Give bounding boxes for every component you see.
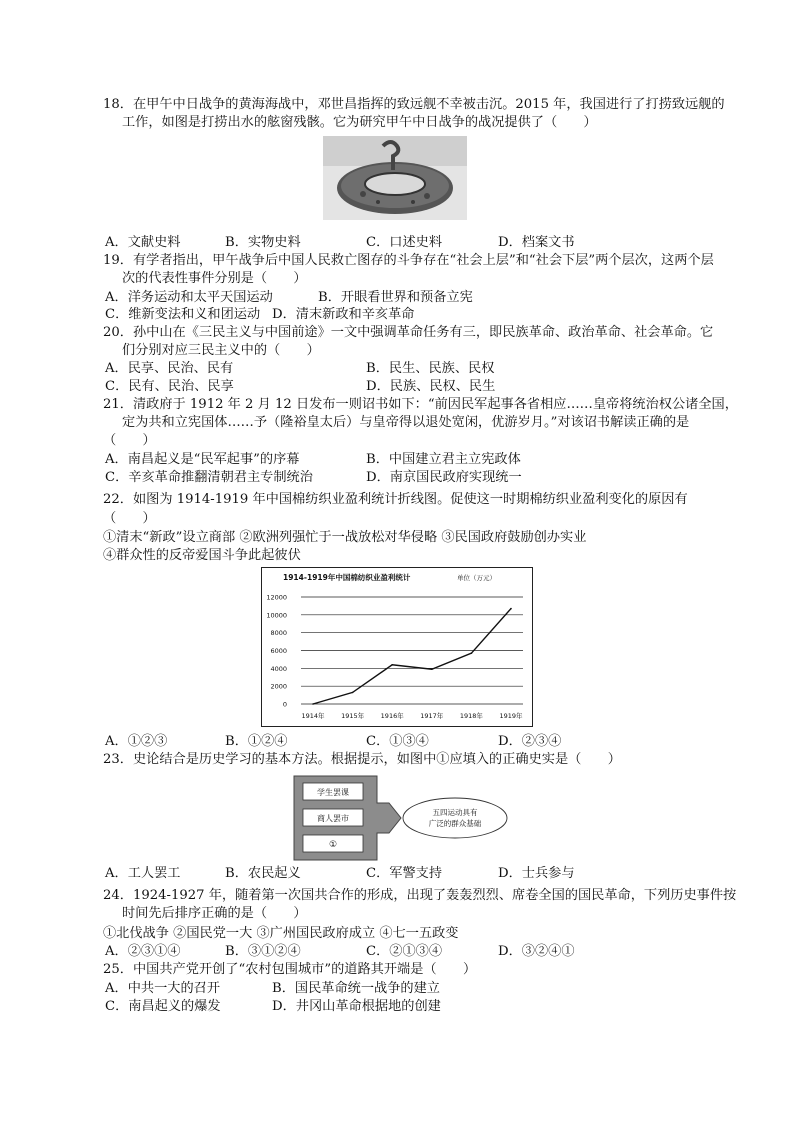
q25-option-d: D．井冈山革命根据地的创建 xyxy=(272,999,441,1014)
chart-title: 1914-1919年中国棉纺织业盈利统计 xyxy=(283,573,411,582)
chart-data-point xyxy=(391,664,393,666)
q19-stem-line2: 次的代表性事件分别是（ ） xyxy=(122,271,307,286)
q24-stem-line1: 24．1924-1927 年，随着第一次国共合作的形成，出现了轰轰烈烈、席卷全国的国民革命，下列历史事件按 xyxy=(103,888,737,903)
chart-x-tick-label: 1915年 xyxy=(341,712,365,720)
q25-stem-line1: 25．中国共产党开创了“农村包围城市”的道路其开端是（ ） xyxy=(103,962,477,977)
q25-option-a: A．中共一大的召开 xyxy=(105,981,221,996)
diagram-box-1-label: 学生罢课 xyxy=(317,788,349,797)
q18-option-b: B．实物史料 xyxy=(225,235,301,250)
q24-option-b: B．③①②④ xyxy=(225,944,301,959)
q25-option-b: B．国民革命统一战争的建立 xyxy=(272,981,440,996)
q21-stem-line1: 21．清政府于 1912 年 2 月 12 日发布一则诏书如下：“前因民军起事各省相应……皇帝将统治权公诸全国， xyxy=(103,397,738,412)
q18-stem-line1: 18．在甲午中日战争的黄海海战中，邓世昌指挥的致远舰不幸被击沉。2015 年，我国进行了打捞致远舰的 xyxy=(103,97,725,112)
chart-data-point xyxy=(312,703,314,705)
q23-stem-line1: 23．史论结合是历史学习的基本方法。根据提示，如图中①应填入的正确史实是（ ） xyxy=(103,752,621,767)
q21-stem-line2: 定为共和立宪国体……予（隆裕皇太后）与皇帝得以退处宽闲，优游岁月。”对该诏书解读正确的是 xyxy=(122,415,690,430)
chart-data-point xyxy=(352,692,354,694)
q20-stem-line2: 们分别对应三民主义中的（ ） xyxy=(122,343,320,358)
q19-option-b: B．开眼看世界和预备立宪 xyxy=(318,290,473,305)
q24-option-a: A．②③①④ xyxy=(105,944,181,959)
chart-x-tick-label: 1916年 xyxy=(380,712,404,720)
q18-option-d: D．档案文书 xyxy=(498,235,575,250)
diagram-result-ellipse xyxy=(403,798,507,838)
q23-option-b: B．农民起义 xyxy=(225,866,301,881)
q22-option-d: D．②③④ xyxy=(498,734,562,749)
q22-option-c: C．①③④ xyxy=(366,734,429,749)
chart-y-tick-label: 12000 xyxy=(266,593,287,602)
q24-option-c: C．②①③④ xyxy=(366,944,443,959)
q21-stem-line3: （ ） xyxy=(103,433,156,448)
chart-y-tick-label: 0 xyxy=(282,700,287,709)
q20-option-a: A．民享、民治、民有 xyxy=(105,361,234,376)
diagram-box-3-label: ① xyxy=(328,840,338,850)
q24-stem-line2: 时间先后排序正确的是（ ） xyxy=(122,906,307,921)
chart-data-point xyxy=(431,668,433,670)
q22-stem-line2: （ ） xyxy=(103,511,156,526)
q20-option-d: D．民族、民权、民生 xyxy=(366,379,496,394)
q18-option-a: A．文献史料 xyxy=(105,235,181,250)
q19-stem-line1: 19．有学者指出，甲午战争后中国人民救亡图存的斗争存在“社会上层”和“社会下层”两个层次，这两个层 xyxy=(103,253,714,268)
q22-stem-line1: 22．如图为 1914-1919 年中国棉纺织业盈利统计折线图。促使这一时期棉纺织业盈利变化的原因有 xyxy=(103,492,688,507)
diagram-result-line2: 广泛的群众基础 xyxy=(428,819,482,828)
q25-option-c: C．南昌起义的爆发 xyxy=(105,999,221,1014)
q21-option-d: D．南京国民政府实现统一 xyxy=(366,470,522,485)
q19-option-c: C．维新变法和义和团运动 xyxy=(105,307,261,322)
q19-option-d: D．清末新政和辛亥革命 xyxy=(272,307,415,322)
q20-option-c: C．民有、民治、民享 xyxy=(105,379,234,394)
q20-stem-line1: 20．孙中山在《三民主义与中国前途》一文中强调革命任务有三，即民族革命、政治革命、社会革命。它 xyxy=(103,325,714,340)
q23-option-d: D．士兵参与 xyxy=(498,866,575,881)
q22-stem-line4: ④群众性的反帝爱国斗争此起彼伏 xyxy=(103,548,301,563)
chart-x-tick-label: 1917年 xyxy=(420,712,444,720)
q19-option-a: A．洋务运动和太平天国运动 xyxy=(105,290,273,305)
chart-y-tick-label: 2000 xyxy=(270,682,287,691)
q23-option-c: C．军警支持 xyxy=(366,866,443,881)
chart-y-tick-label: 10000 xyxy=(266,611,287,620)
chart-data-point xyxy=(471,652,473,654)
chart-data-point xyxy=(510,608,512,610)
porthole-photo xyxy=(323,136,467,220)
diagram-result-line1: 五四运动具有 xyxy=(432,808,478,817)
q21-option-a: A．南昌起义是“民军起事”的序幕 xyxy=(105,452,300,467)
q24-stem-line3: ①北伐战争 ②国民党一大 ③广州国民政府成立 ④七一五政变 xyxy=(103,926,459,941)
chart-x-tick-label: 1919年 xyxy=(499,712,523,720)
chart-unit: 单位（万元） xyxy=(457,574,496,582)
q21-option-b: B．中国建立君主立宪政体 xyxy=(366,452,521,467)
chart-y-tick-label: 6000 xyxy=(270,647,287,655)
chart-y-tick-label: 4000 xyxy=(270,664,287,673)
chart-y-tick-label: 8000 xyxy=(270,629,287,638)
diagram-box-2-label: 商人罢市 xyxy=(317,814,349,823)
q24-option-d: D．③②④① xyxy=(498,944,575,959)
may-fourth-diagram xyxy=(293,775,511,861)
q22-option-b: B．①②④ xyxy=(225,734,288,749)
q22-option-a: A．①②③ xyxy=(105,734,168,749)
q18-option-c: C．口述史料 xyxy=(366,235,443,250)
q23-option-a: A．工人罢工 xyxy=(105,866,181,881)
q20-option-b: B．民生、民族、民权 xyxy=(366,361,495,376)
chart-x-tick-label: 1918年 xyxy=(459,712,483,720)
cotton-profit-chart xyxy=(261,567,533,727)
chart-x-tick-label: 1914年 xyxy=(301,712,325,720)
q22-stem-line3: ①清末“新政”设立商部 ②欧洲列强忙于一战放松对华侵略 ③民国政府鼓励创办实业 xyxy=(103,530,587,545)
q21-option-c: C．辛亥革命推翻清朝君主专制统治 xyxy=(105,470,313,485)
q18-stem-line2: 工作，如图是打捞出水的舷窗残骸。它为研究甲午中日战争的战况提供了（ ） xyxy=(122,115,597,130)
